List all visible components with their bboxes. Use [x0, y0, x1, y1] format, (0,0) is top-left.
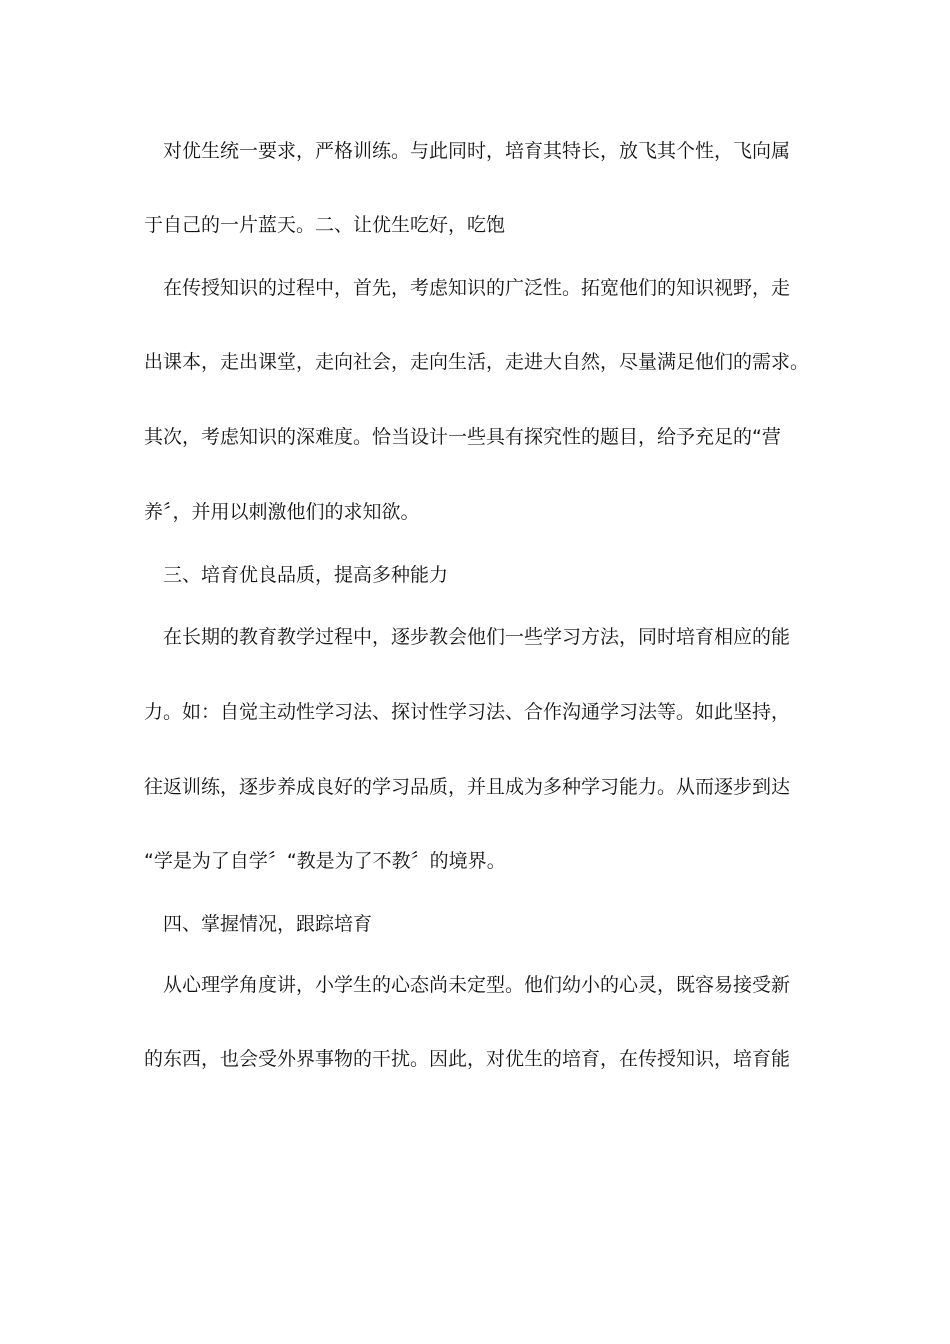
paragraph-line: 对优生统一要求，严格训练。与此同时，培育其特长，放飞其个性，飞向属: [163, 140, 791, 162]
paragraph-line: 从心理学角度讲，小学生的心态尚未定型。他们幼小的心灵，既容易接受新: [163, 974, 791, 996]
paragraph-line: 出课本，走出课堂，走向社会，走向生活，走进大自然，尽量满足他们的需求。: [144, 351, 810, 373]
section-heading: 三、培育优良品质，提高多种能力: [163, 564, 449, 586]
paragraph-line: “学是为了自学〞“教是为了不教〞的境界。: [144, 850, 506, 872]
paragraph-line: 在长期的教育教学过程中，逐步教会他们一些学习方法，同时培育相应的能: [163, 626, 791, 648]
paragraph-line: 在传授知识的过程中，首先，考虑知识的广泛性。拓宽他们的知识视野，走: [163, 277, 791, 299]
paragraph-line: 力。如：自觉主动性学习法、探讨性学习法、合作沟通学习法等。如此坚持，: [144, 701, 791, 723]
section-heading: 四、掌握情况，跟踪培育: [163, 913, 373, 935]
paragraph-line: 往返训练，逐步养成良好的学习品质，并且成为多种学习能力。从而逐步到达: [144, 776, 791, 798]
paragraph-line: 其次，考虑知识的深难度。恰当设计一些具有探究性的题目，给予充足的“营: [144, 426, 781, 448]
paragraph-line: 养〞，并用以刺激他们的求知欲。: [144, 501, 420, 523]
paragraph-line: 于自己的一片蓝天。二、让优生吃好，吃饱: [144, 214, 506, 236]
paragraph-line: 的东西，也会受外界事物的干扰。因此，对优生的培育，在传授知识，培育能: [144, 1048, 791, 1070]
